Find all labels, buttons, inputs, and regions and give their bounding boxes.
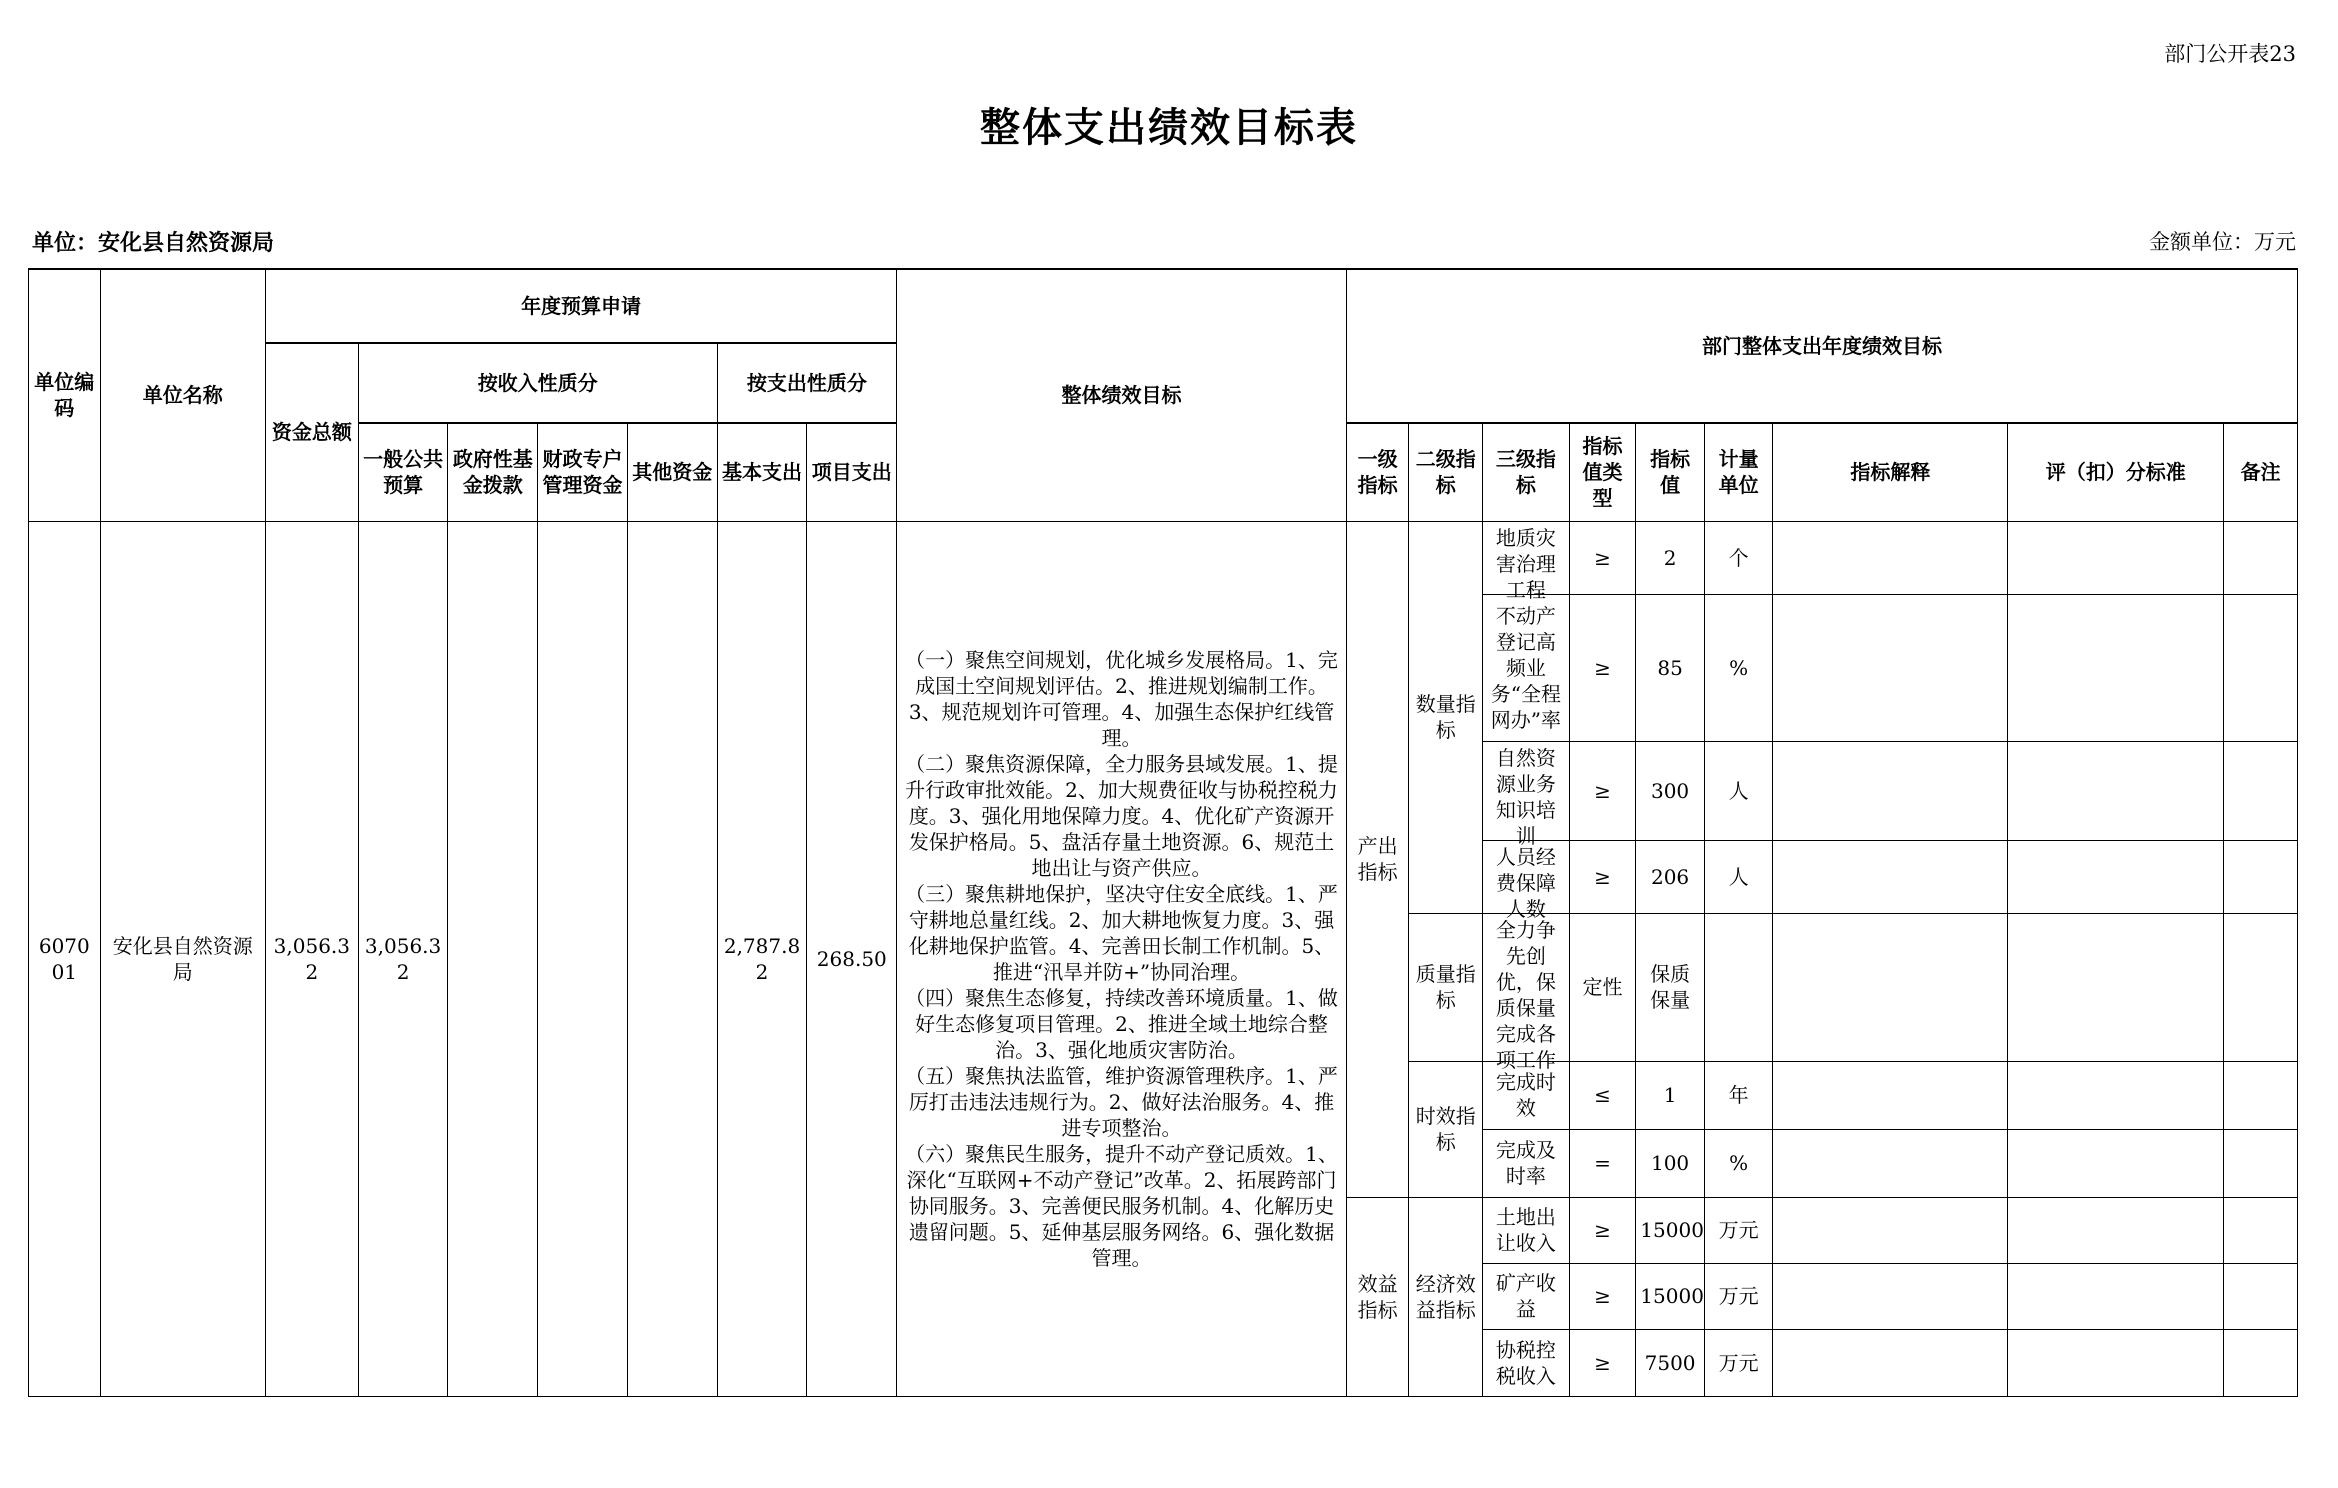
indicator-name: 人员经费保障人数	[1483, 840, 1570, 913]
indicator-name: 完成及时率	[1483, 1129, 1570, 1197]
indicator-explanation	[1773, 741, 2008, 840]
table-number-label: 部门公开表23	[2164, 42, 2296, 66]
indicator-explanation	[1773, 913, 2008, 1061]
level2-quantity: 数量指标	[1409, 521, 1483, 913]
indicator-unit: 人	[1704, 840, 1773, 913]
header-overall-goal: 整体绩效目标	[897, 269, 1347, 521]
indicator-unit: 人	[1704, 741, 1773, 840]
header-unit-name: 单位名称	[100, 269, 265, 521]
header-annual-budget: 年度预算申请	[265, 269, 896, 343]
indicator-unit	[1704, 913, 1773, 1061]
indicator-scoring	[2008, 741, 2224, 840]
indicator-value: 7500	[1636, 1329, 1705, 1396]
indicator-unit: 万元	[1704, 1263, 1773, 1329]
level2-quality: 质量指标	[1409, 913, 1483, 1061]
indicator-type: ≥	[1569, 1197, 1636, 1263]
indicator-value: 206	[1636, 840, 1705, 913]
indicator-scoring	[2008, 1061, 2224, 1129]
header-unit-code: 单位编码	[29, 269, 101, 521]
indicator-value: 15000	[1636, 1197, 1705, 1263]
indicator-unit: 个	[1704, 521, 1773, 594]
indicator-scoring	[2008, 594, 2224, 741]
record-general-budget: 3,056.32	[358, 521, 448, 1396]
indicator-name: 协税控税收入	[1483, 1329, 1570, 1396]
header-general-budget: 一般公共预算	[358, 423, 448, 521]
indicator-scoring	[2008, 913, 2224, 1061]
indicator-scoring	[2008, 1329, 2224, 1396]
indicator-name: 全力争先创优，保质保量完成各项工作	[1483, 913, 1570, 1061]
indicator-name: 不动产登记高频业务“全程网办”率	[1483, 594, 1570, 741]
unit-label: 单位：安化县自然资源局	[32, 230, 275, 256]
indicator-unit: 年	[1704, 1061, 1773, 1129]
indicator-value: 300	[1636, 741, 1705, 840]
indicator-scoring	[2008, 521, 2224, 594]
indicator-value: 15000	[1636, 1263, 1705, 1329]
indicator-explanation	[1773, 1061, 2008, 1129]
indicator-type: =	[1569, 1129, 1636, 1197]
indicator-scoring	[2008, 1197, 2224, 1263]
header-scoring: 评（扣）分标准	[2008, 423, 2224, 521]
indicator-remarks	[2224, 1329, 2298, 1396]
indicator-unit: %	[1704, 594, 1773, 741]
indicator-explanation	[1773, 1329, 2008, 1396]
header-dept-goal: 部门整体支出年度绩效目标	[1346, 269, 2297, 423]
indicator-explanation	[1773, 1129, 2008, 1197]
record-project: 268.50	[807, 521, 897, 1396]
indicator-remarks	[2224, 594, 2298, 741]
indicator-remarks	[2224, 521, 2298, 594]
indicator-remarks	[2224, 840, 2298, 913]
header-basic-expense: 基本支出	[717, 423, 807, 521]
indicator-remarks	[2224, 1061, 2298, 1129]
indicator-remarks	[2224, 1197, 2298, 1263]
indicator-unit: %	[1704, 1129, 1773, 1197]
indicator-explanation	[1773, 1263, 2008, 1329]
header-fiscal-special: 财政专户管理资金	[538, 423, 628, 521]
indicator-value: 1	[1636, 1061, 1705, 1129]
indicator-type: ≥	[1569, 594, 1636, 741]
header-other-funds: 其他资金	[627, 423, 717, 521]
indicator-remarks	[2224, 741, 2298, 840]
indicator-unit: 万元	[1704, 1197, 1773, 1263]
indicator-scoring	[2008, 1129, 2224, 1197]
indicator-type: ≥	[1569, 741, 1636, 840]
record-basic: 2,787.82	[717, 521, 807, 1396]
record-other	[627, 521, 717, 1396]
indicator-type: ≥	[1569, 1329, 1636, 1396]
indicator-scoring	[2008, 840, 2224, 913]
indicator-type: 定性	[1569, 913, 1636, 1061]
level1-output: 产出指标	[1346, 521, 1409, 1197]
overall-goal-text: （一）聚焦空间规划，优化城乡发展格局。1、完成国土空间规划评估。2、推进规划编制工作。3、规范规划许可管理。4、加强生态保护红线管理。 （二）聚焦资源保障，全力服务县域发展。1、提升行政审批效能。2、加大规费征收与协税控税力度。3、强化用地保障力度。4、优化矿产资源开发保护格局。5、盘活存量土地资源。6、规范土地出让与资产供应。 （三）聚焦耕地保护，坚决守住安全底线。1、严守耕地总量红线。2、加大耕地恢复力度。3、强化耕地保护监管。4、完善田长制工作机制。5、推进“汛旱并防+”协同治理。 （四）聚焦生态修复，持续改善环境质量。1、做好生态修复项目管理。2、推进全域土地综合整治。3、强化地质灾害防治。 （五）聚焦执法监管，维护资源管理秩序。1、严厉打击违法违规行为。2、做好法治服务。4、推进专项整治。 （六）聚焦民生服务，提升不动产登记质效。1、深化“互联网+不动产登记”改革。2、拓展跨部门协同服务。3、完善便民服务机制。4、化解历史遗留问题。5、延伸基层服务网络。6、强化数据管理。	[897, 521, 1347, 1396]
record-name: 安化县自然资源局	[100, 521, 265, 1396]
indicator-value: 保质保量	[1636, 913, 1705, 1061]
header-by-income: 按收入性质分	[358, 343, 717, 423]
indicator-unit: 万元	[1704, 1329, 1773, 1396]
indicator-type: ≤	[1569, 1061, 1636, 1129]
level1-benefit: 效益指标	[1346, 1197, 1409, 1396]
indicator-value: 2	[1636, 521, 1705, 594]
record-total: 3,056.32	[265, 521, 358, 1396]
indicator-name: 土地出让收入	[1483, 1197, 1570, 1263]
page-title: 整体支出绩效目标表	[980, 104, 1358, 151]
performance-table	[28, 268, 2298, 1397]
indicator-remarks	[2224, 1129, 2298, 1197]
header-value-type: 指标值类型	[1569, 423, 1636, 521]
indicator-name: 完成时效	[1483, 1061, 1570, 1129]
indicator-remarks	[2224, 913, 2298, 1061]
record-code: 607001	[29, 521, 101, 1396]
header-level3: 三级指标	[1483, 423, 1570, 521]
level2-economic: 经济效益指标	[1409, 1197, 1483, 1396]
header-explanation: 指标解释	[1773, 423, 2008, 521]
indicator-remarks	[2224, 1263, 2298, 1329]
indicator-type: ≥	[1569, 521, 1636, 594]
indicator-name: 自然资源业务知识培训	[1483, 741, 1570, 840]
indicator-name: 矿产收益	[1483, 1263, 1570, 1329]
header-remarks: 备注	[2224, 423, 2298, 521]
indicator-scoring	[2008, 1263, 2224, 1329]
header-indicator-value: 指标值	[1636, 423, 1705, 521]
indicator-type: ≥	[1569, 1263, 1636, 1329]
header-level1: 一级指标	[1346, 423, 1409, 521]
record-gov-fund	[448, 521, 538, 1396]
indicator-explanation	[1773, 594, 2008, 741]
header-level2: 二级指标	[1409, 423, 1483, 521]
indicator-value: 100	[1636, 1129, 1705, 1197]
indicator-explanation	[1773, 521, 2008, 594]
level2-timeliness: 时效指标	[1409, 1061, 1483, 1197]
record-fiscal-special	[538, 521, 628, 1396]
indicator-name: 地质灾害治理工程	[1483, 521, 1570, 594]
header-project-expense: 项目支出	[807, 423, 897, 521]
header-gov-fund: 政府性基金拨款	[448, 423, 538, 521]
header-total-funds: 资金总额	[265, 343, 358, 521]
header-by-expense: 按支出性质分	[717, 343, 897, 423]
header-measure-unit: 计量单位	[1704, 423, 1773, 521]
indicator-explanation	[1773, 840, 2008, 913]
indicator-type: ≥	[1569, 840, 1636, 913]
amount-unit-label: 金额单位：万元	[2149, 230, 2296, 254]
indicator-explanation	[1773, 1197, 2008, 1263]
indicator-value: 85	[1636, 594, 1705, 741]
